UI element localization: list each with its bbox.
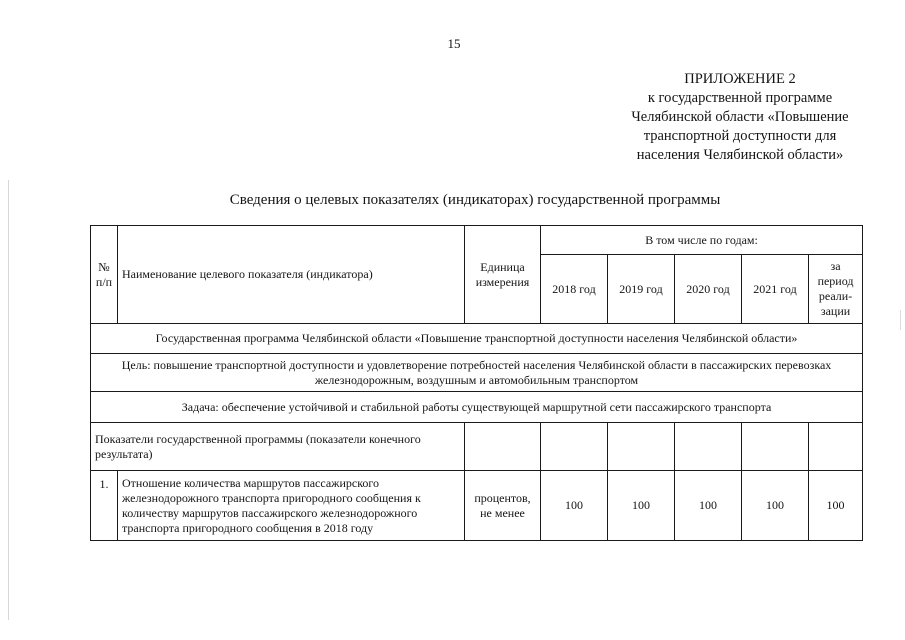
empty-cell (809, 423, 863, 471)
empty-cell (541, 423, 608, 471)
empty-cell (465, 423, 541, 471)
row-value-2018: 100 (541, 471, 608, 541)
header-year-2020: 2020 год (675, 255, 742, 324)
row-value-2021: 100 (742, 471, 809, 541)
page-edge-shadow (8, 180, 9, 620)
goal-row: Цель: повышение транспортной доступности и удовлетворение потребностей населения Челябинской области в пассажирских перевозках железнодорожным, воздушным и автомобильным транспортом (91, 354, 863, 392)
header-number: № п/п (91, 226, 118, 324)
program-row: Государственная программа Челябинской области «Повышение транспортной доступности населения Челябинской области» (91, 324, 863, 354)
empty-cell (675, 423, 742, 471)
appendix-header (600, 70, 880, 165)
table-row (91, 471, 863, 541)
header-year-2018: 2018 год (541, 255, 608, 324)
document-title: Сведения о целевых показателях (индикаторах) государственной программы (229, 192, 721, 208)
header-year-2021: 2021 год (742, 255, 809, 324)
section-row-label: Показатели государственной программы (показатели конечного результата) (91, 423, 465, 471)
row-indicator-name: Отношение количества маршрутов пассажирского железнодорожного транспорта пригородного сообщения к количеству маршрутов пассажирского железнодорожного транспорта пригородного сообщения в 2018 году (118, 471, 465, 541)
appendix-line: населения Челябинской области» (636, 147, 844, 163)
header-years-group: В том числе по годам: (541, 226, 863, 255)
header-indicator-name: Наименование целевого показателя (индикатора) (118, 226, 465, 324)
row-value-2019: 100 (608, 471, 675, 541)
row-value-2020: 100 (675, 471, 742, 541)
task-row: Задача: обеспечение устойчивой и стабильной работы существующей маршрутной сети пассажирского транспорта (91, 392, 863, 423)
appendix-line: транспортной доступности для (643, 128, 837, 144)
row-number: 1. (91, 471, 118, 541)
appendix-line: Челябинской области «Повышение (631, 109, 849, 125)
appendix-line: к государственной программе (647, 90, 833, 106)
header-unit: Единица измерения (465, 226, 541, 324)
indicators-table (90, 225, 863, 541)
empty-cell (742, 423, 809, 471)
appendix-line: ПРИЛОЖЕНИЕ 2 (684, 71, 796, 87)
page-edge-mark (900, 310, 901, 330)
row-value-total: 100 (809, 471, 863, 541)
row-unit: процентов, не менее (465, 471, 541, 541)
empty-cell (608, 423, 675, 471)
header-total-period: за период реали-зации (809, 255, 863, 324)
header-year-2019: 2019 год (608, 255, 675, 324)
page-number: 15 (447, 36, 461, 51)
